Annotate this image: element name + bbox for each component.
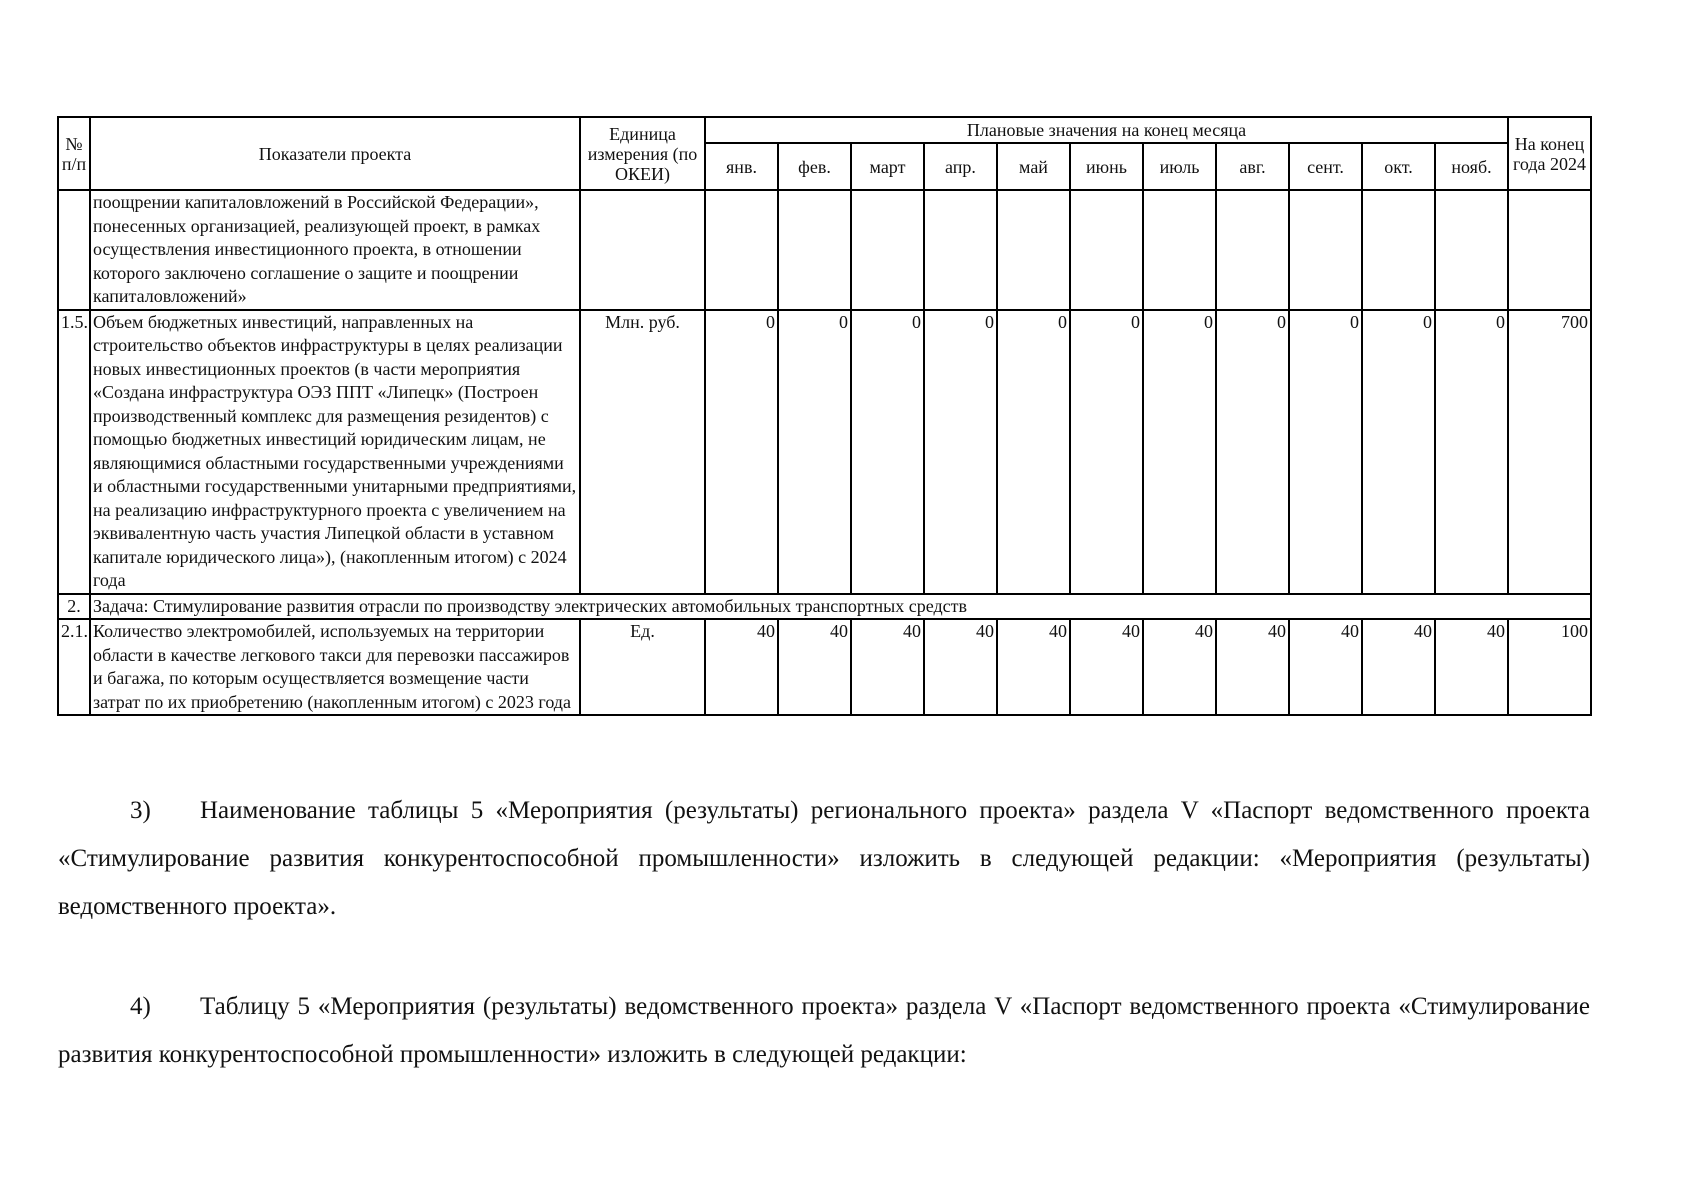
header-num: № п/п [58, 117, 90, 190]
month-value: 40 [924, 619, 997, 715]
month-value [1070, 190, 1143, 310]
indicator-unit [580, 190, 705, 310]
month-value: 40 [997, 619, 1070, 715]
month-value [924, 190, 997, 310]
month-value: 0 [1435, 310, 1508, 594]
month-value: 40 [1143, 619, 1216, 715]
end-of-year-value [1508, 190, 1591, 310]
indicator-name: Объем бюджетных инвестиций, направленных на строительство объектов инфраструктуры в целях реализации новых инвестиционных проектов (в части мероприятия «Создана инфраструктура ОЭЗ ППТ «Липецк» (Построен производственный комплекс для размещения резидентов) с помощью бюджетных инвестиций юридическим лицам, не являющимися областными государственными учреждениями и областными государственными унитарными предприятиями, на реализацию инфраструктурного проекта с увеличением на эквивалентную часть участия Липецкой области в уставном капитале юридического лица»), (накопленным итогом) с 2024 года [90, 310, 580, 594]
row-num [58, 190, 90, 310]
month-value [1143, 190, 1216, 310]
header-end-of-year: На конец года 2024 [1508, 117, 1591, 190]
month-value: 40 [1070, 619, 1143, 715]
header-month: окт. [1362, 143, 1435, 190]
end-of-year-value: 700 [1508, 310, 1591, 594]
month-value: 0 [1216, 310, 1289, 594]
month-value: 40 [1289, 619, 1362, 715]
paragraph-text: Наименование таблицы 5 «Мероприятия (результаты) регионального проекта» раздела V «Паспорт ведомственного проекта «Стимулирование развития конкурентоспособной промышленности» изложить в следующей редакции: «Мероприятия (результаты) ведомственного проекта». [58, 797, 1590, 920]
indicator-name: Количество электромобилей, используемых на территории области в качестве легкового такси для перевозки пассажиров и багажа, по которым осуществляется возмещение части затрат по их приобретению (накопленным итогом) с 2023 года [90, 619, 580, 715]
end-of-year-value: 100 [1508, 619, 1591, 715]
table-row [58, 310, 1591, 594]
amendment-paragraph-3 [58, 787, 1590, 931]
month-value [778, 190, 851, 310]
task-row [58, 594, 1591, 620]
month-value: 0 [997, 310, 1070, 594]
month-value: 40 [705, 619, 778, 715]
month-value: 0 [778, 310, 851, 594]
month-value: 40 [851, 619, 924, 715]
month-value: 0 [924, 310, 997, 594]
header-name: Показатели проекта [90, 117, 580, 190]
header-month: янв. [705, 143, 778, 190]
month-value [997, 190, 1070, 310]
indicators-table [57, 116, 1592, 716]
header-month: апр. [924, 143, 997, 190]
row-num: 1.5. [58, 310, 90, 594]
amendment-paragraph-4 [58, 983, 1590, 1079]
row-num: 2.1. [58, 619, 90, 715]
month-value: 0 [1289, 310, 1362, 594]
month-value: 0 [1070, 310, 1143, 594]
table-row [58, 190, 1591, 310]
month-value: 0 [1143, 310, 1216, 594]
table-row [58, 619, 1591, 715]
paragraph-text: Таблицу 5 «Мероприятия (результаты) ведомственного проекта» раздела V «Паспорт ведомственного проекта «Стимулирование развития конкурентоспособной промышленности» изложить в следующей редакции: [58, 993, 1590, 1068]
header-month: фев. [778, 143, 851, 190]
header-month: июнь [1070, 143, 1143, 190]
month-value: 40 [1216, 619, 1289, 715]
month-value [1362, 190, 1435, 310]
header-month: нояб. [1435, 143, 1508, 190]
header-planned: Плановые значения на конец месяца [705, 117, 1508, 143]
month-value: 0 [705, 310, 778, 594]
month-value [851, 190, 924, 310]
month-value [1289, 190, 1362, 310]
header-month: сент. [1289, 143, 1362, 190]
month-value [1435, 190, 1508, 310]
month-value [705, 190, 778, 310]
month-value [1216, 190, 1289, 310]
paragraph-marker: 4) [130, 993, 151, 1020]
month-value: 40 [778, 619, 851, 715]
header-month: март [851, 143, 924, 190]
header-unit: Единица измерения (по ОКЕИ) [580, 117, 705, 190]
task-num: 2. [58, 594, 90, 620]
month-value: 40 [1435, 619, 1508, 715]
paragraph-marker: 3) [130, 797, 151, 824]
month-value: 0 [851, 310, 924, 594]
indicator-unit: Млн. руб. [580, 310, 705, 594]
indicator-name: поощрении капиталовложений в Российской Федерации», понесенных организацией, реализующей проект, в рамках осуществления инвестиционного проекта, в отношении которого заключено соглашение о защите и поощрении капиталовложений» [90, 190, 580, 310]
task-text: Задача: Стимулирование развития отрасли по производству электрических автомобильных транспортных средств [90, 594, 1591, 620]
header-month: июль [1143, 143, 1216, 190]
indicator-unit: Ед. [580, 619, 705, 715]
header-month: авг. [1216, 143, 1289, 190]
header-month: май [997, 143, 1070, 190]
month-value: 40 [1362, 619, 1435, 715]
month-value: 0 [1362, 310, 1435, 594]
